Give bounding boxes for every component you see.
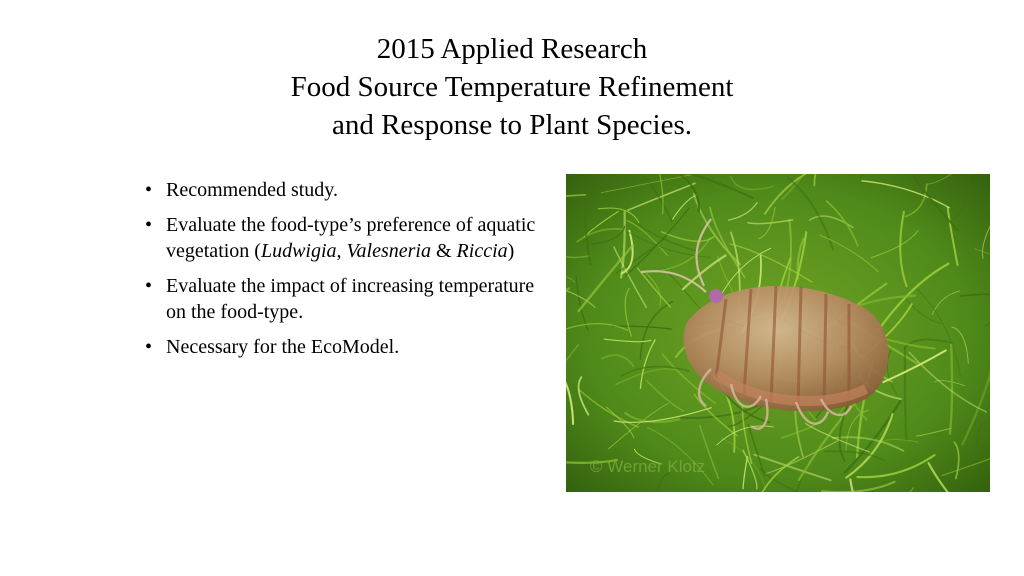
bullet-item <box>145 273 540 325</box>
title-line-1: 2015 Applied Research <box>376 33 648 65</box>
bullet-dot: • <box>145 179 153 201</box>
bullet-text: Recommended study. <box>166 179 339 201</box>
bullet-item <box>145 334 540 360</box>
species-riccia: Riccia <box>456 240 508 262</box>
bullet-dot: • <box>145 336 153 358</box>
title-line-2: Food Source Temperature Refinement <box>290 71 734 103</box>
bullet-text-prefix: Evaluate the food-type’s preference of aquatic vegetation ( <box>166 214 536 262</box>
species-ludwigia: Ludwigia <box>260 240 337 262</box>
bullet-item <box>145 177 540 203</box>
bullet-separator: , <box>336 240 347 262</box>
amphipod-photo <box>566 174 990 492</box>
bullet-text: Evaluate the impact of increasing temperature on the food-type. <box>166 275 535 323</box>
bullet-dot: • <box>145 275 153 297</box>
bullet-item <box>145 212 540 264</box>
bullet-separator: & <box>430 240 457 262</box>
slide-title <box>0 30 1024 144</box>
bullet-text: Necessary for the EcoModel. <box>166 336 400 358</box>
photo-illustration <box>566 174 990 492</box>
title-line-3: and Response to Plant Species. <box>331 109 693 141</box>
species-valesneria: Valesneria <box>346 240 431 262</box>
bullet-dot: • <box>145 214 153 236</box>
bullet-list <box>145 177 540 369</box>
amphipod-eye <box>709 289 723 303</box>
bullet-text-suffix: ) <box>507 240 515 262</box>
photo-watermark: © Werner Klotz <box>590 457 706 476</box>
